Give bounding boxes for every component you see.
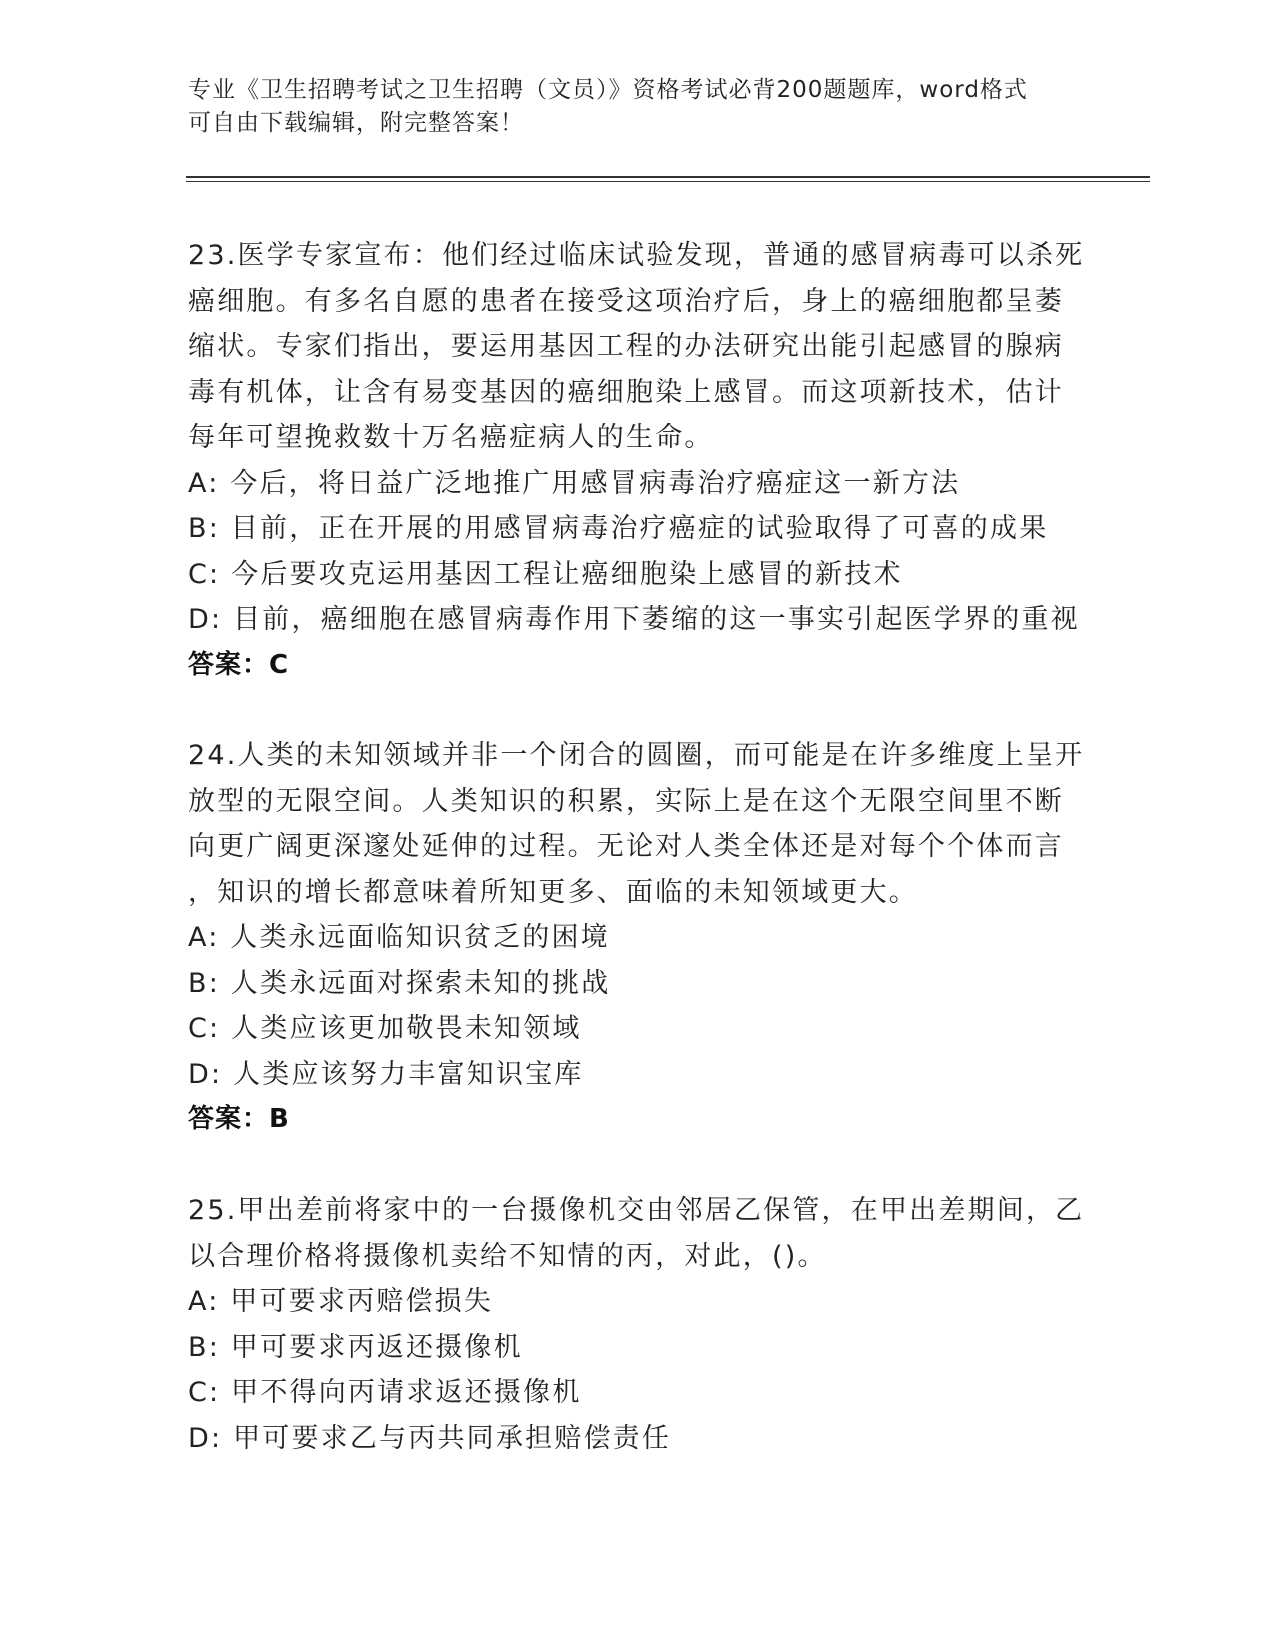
- question-25: [188, 1188, 1085, 1461]
- option-c: C: 人类应该更加敬畏未知领域: [188, 1013, 582, 1044]
- stem-line: 23.医学专家宣布：他们经过临床试验发现，普通的感冒病毒可以杀死: [188, 240, 1085, 271]
- header-line-1: 专业《卫生招聘考试之卫生招聘（文员）》资格考试必背200题题库，word格式: [188, 77, 1028, 103]
- header-divider-thick: [186, 176, 1150, 178]
- stem-line: 癌细胞。有多名自愿的患者在接受这项治疗后，身上的癌细胞都呈萎: [188, 285, 1064, 317]
- header-divider-thin: [186, 181, 1150, 182]
- stem-line: 毒有机体，让含有易变基因的癌细胞染上感冒。而这项新技术，估计: [188, 376, 1064, 408]
- option-d: D: 人类应该努力丰富知识宝库: [188, 1058, 584, 1090]
- option-b: B: 目前，正在开展的用感冒病毒治疗癌症的试验取得了可喜的成果: [188, 513, 1049, 544]
- option-b: B: 人类永远面对探索未知的挑战: [188, 967, 611, 999]
- option-a: A: 人类永远面临知识贫乏的困境: [188, 922, 610, 953]
- question-stem: [188, 233, 1085, 461]
- option-d: D: 甲可要求乙与丙共同承担赔偿责任: [188, 1422, 672, 1454]
- question-23: [188, 233, 1085, 688]
- stem-line: 放型的无限空间。人类知识的积累，实际上是在这个无限空间里不断: [188, 785, 1064, 817]
- stem-line: 以合理价格将摄像机卖给不知情的丙，对此，()。: [188, 1240, 827, 1272]
- option-c: C: 甲不得向丙请求返还摄像机: [188, 1377, 582, 1408]
- document-header: [188, 74, 1088, 140]
- stem-line: 缩状。专家们指出，要运用基因工程的办法研究出能引起感冒的腺病: [188, 331, 1064, 362]
- stem-line: 每年可望挽救数十万名癌症病人的生命。: [188, 422, 714, 453]
- question-stem: [188, 1188, 1085, 1279]
- option-a: A: 甲可要求丙赔偿损失: [188, 1286, 494, 1317]
- stem-line: 24.人类的未知领域并非一个闭合的圆圈，而可能是在许多维度上呈开: [188, 740, 1085, 771]
- option-b: B: 甲可要求丙返还摄像机: [188, 1331, 523, 1363]
- answer-line: 答案：B: [188, 1104, 290, 1134]
- stem-line: ，知识的增长都意味着所知更多、面临的未知领域更大。: [188, 876, 918, 908]
- stem-line: 25.甲出差前将家中的一台摄像机交由邻居乙保管，在甲出差期间，乙: [188, 1195, 1085, 1226]
- question-stem: [188, 733, 1085, 915]
- header-line-2: 可自由下载编辑，附完整答案！: [188, 110, 524, 136]
- answer-line: 答案：C: [188, 649, 290, 680]
- option-a: A: 今后，将日益广泛地推广用感冒病毒治疗癌症这一新方法: [188, 467, 961, 499]
- stem-line: 向更广阔更深邃处延伸的过程。无论对人类全体还是对每个个体而言: [188, 831, 1064, 862]
- option-d: D: 目前，癌细胞在感冒病毒作用下萎缩的这一事实引起医学界的重视: [188, 604, 1080, 635]
- option-c: C: 今后要攻克运用基因工程让癌细胞染上感冒的新技术: [188, 558, 903, 590]
- question-24: [188, 733, 1085, 1143]
